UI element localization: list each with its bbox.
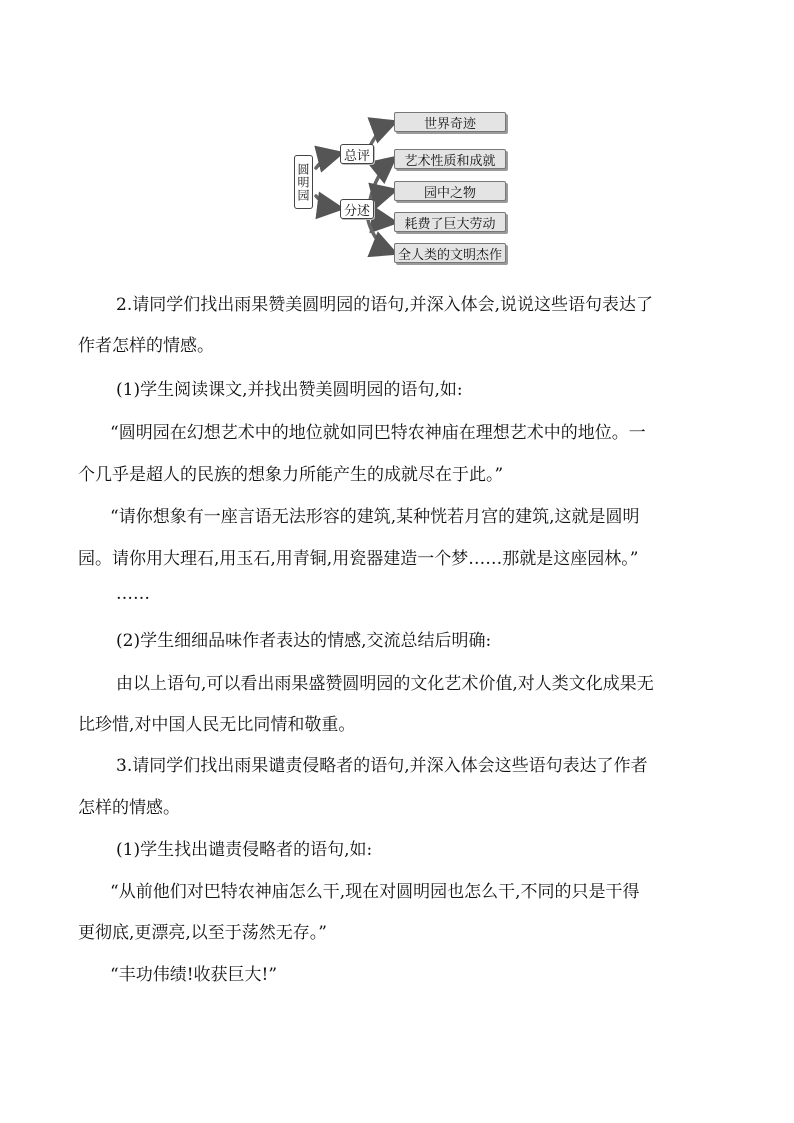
diagram-leaf: 园中之物	[394, 181, 506, 201]
arrow-fenshu-to-leaf-5	[368, 220, 392, 252]
paragraph-line: (1)学生阅读课文,并找出赞美圆明园的语句,如:	[116, 380, 463, 400]
diagram-branch-zongping: 总评	[340, 144, 374, 164]
paragraph-line: 园。请你用大理石,用玉石,用青铜,用瓷器建造一个梦……那就是这座园林。”	[78, 549, 639, 569]
paragraph-line: “圆明园在幻想艺术中的地位就如同巴特农神庙在理想艺术中的地位。一	[110, 423, 646, 443]
paragraph-line: 个几乎是超人的民族的想象力所能产生的成就尽在于此。”	[78, 465, 504, 485]
paragraph-line: 作者怎样的情感。	[78, 336, 214, 356]
arrow-root-to-fenshu	[316, 196, 338, 208]
paragraph-line: 2.请同学们找出雨果赞美圆明园的语句,并深入体会,说说这些语句表达了	[116, 295, 654, 315]
diagram-leaf: 艺术性质和成就	[394, 149, 506, 169]
arrow-root-to-zongping	[316, 154, 338, 168]
paragraph-line: “丰功伟绩!收获巨大!”	[110, 965, 278, 985]
diagram-leaf: 全人类的文明杰作	[394, 243, 506, 263]
paragraph-line: 怎样的情感。	[78, 798, 180, 818]
paragraph-line: “从前他们对巴特农神庙怎么干,现在对圆明园也怎么干,不同的只是干得	[110, 882, 640, 902]
paragraph-line: “请你想象有一座言语无法形容的建筑,某种恍若月宫的建筑,这就是圆明	[110, 507, 640, 527]
paragraph-line: 更彻底,更漂亮,以至于荡然无存。”	[78, 923, 327, 943]
paragraph-line: ……	[116, 584, 150, 604]
arrow-zongping-to-leaf-1	[370, 123, 392, 146]
mind-map-connectors	[0, 0, 794, 280]
paragraph-line: 由以上语句,可以看出雨果盛赞圆明园的文化艺术价值,对人类文化成果无	[116, 674, 654, 694]
diagram-leaf: 世界奇迹	[394, 112, 506, 132]
paragraph-line: 比珍惜,对中国人民无比同情和敬重。	[78, 715, 356, 735]
diagram-branch-fenshu: 分述	[340, 199, 374, 219]
diagram-root: 圆明园	[294, 155, 313, 209]
paragraph-line: (2)学生细细品味作者表达的情感,交流总结后明确:	[116, 631, 492, 651]
paragraph-line: (1)学生找出谴责侵略者的语句,如:	[116, 840, 373, 860]
diagram-leaf: 耗费了巨大劳动	[394, 212, 506, 232]
paragraph-line: 3.请同学们找出雨果谴责侵略者的语句,并深入体会这些语句表达了作者	[116, 756, 648, 776]
